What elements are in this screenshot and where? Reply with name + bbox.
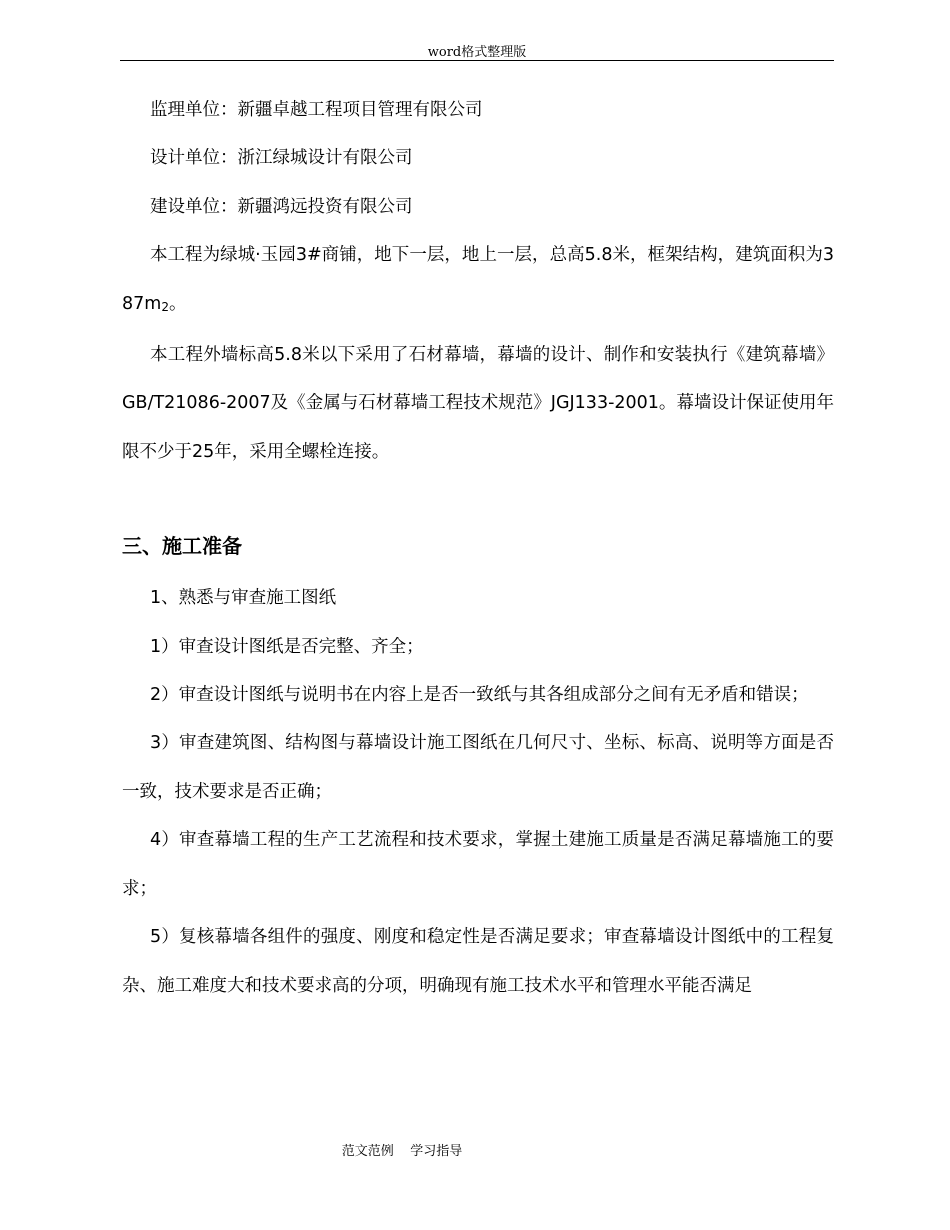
supervisor-line: 监理单位：新疆卓越工程项目管理有限公司 [150,100,483,120]
page-footer: 范文范例 学习指导 [341,1144,463,1159]
list-item: 5）复核幕墙各组件的强度、刚度和稳定性是否满足要求；审查幕墙设计图纸中的工程复杂、施工难度大和技术要求高的分项，明确现有施工技术水平和管理水平能否满足 [122,927,834,996]
builder-line: 建设单位：新疆鸿远投资有限公司 [150,196,413,217]
section-heading: 三、施工准备 [122,534,242,559]
designer-line: 设计单位：浙江绿城设计有限公司 [150,148,413,169]
curtain-wall-paragraph: 本工程外墙标高5.8米以下采用了石材幕墙，幕墙的设计、制作和安装执行《建筑幕墙》GB/T21086-2007及《金属与石材幕墙工程技术规范》JGJ133-2001。幕墙设计保证使用年限不少于25年，采用全螺栓连接。 [122,345,834,462]
list-item: 3）审查建筑图、结构图与幕墙设计施工图纸在几何尺寸、坐标、标高、说明等方面是否一致，技术要求是否正确； [122,733,834,802]
area-unit-superscript: 2 [161,299,169,314]
header-rule [120,60,834,61]
project-overview-paragraph [122,231,834,331]
page-header: word格式整理版 [427,45,527,60]
overview-end: 。 [168,293,187,314]
list-item: 1）审查设计图纸是否完整、齐全； [150,636,424,657]
overview-text: 本工程为绿城·玉园3#商铺，地下一层，地上一层，总高5.8米，框架结构，建筑面积为387m [122,245,834,314]
list-item: 4）审查幕墙工程的生产工艺流程和技术要求，掌握土建施工质量是否满足幕墙施工的要求； [122,830,834,899]
document-body [122,86,834,1010]
list-item: 1、熟悉与审查施工图纸 [150,588,337,609]
list-item: 2）审查设计图纸与说明书在内容上是否一致纸与其各组成部分之间有无矛盾和错误； [150,685,809,706]
